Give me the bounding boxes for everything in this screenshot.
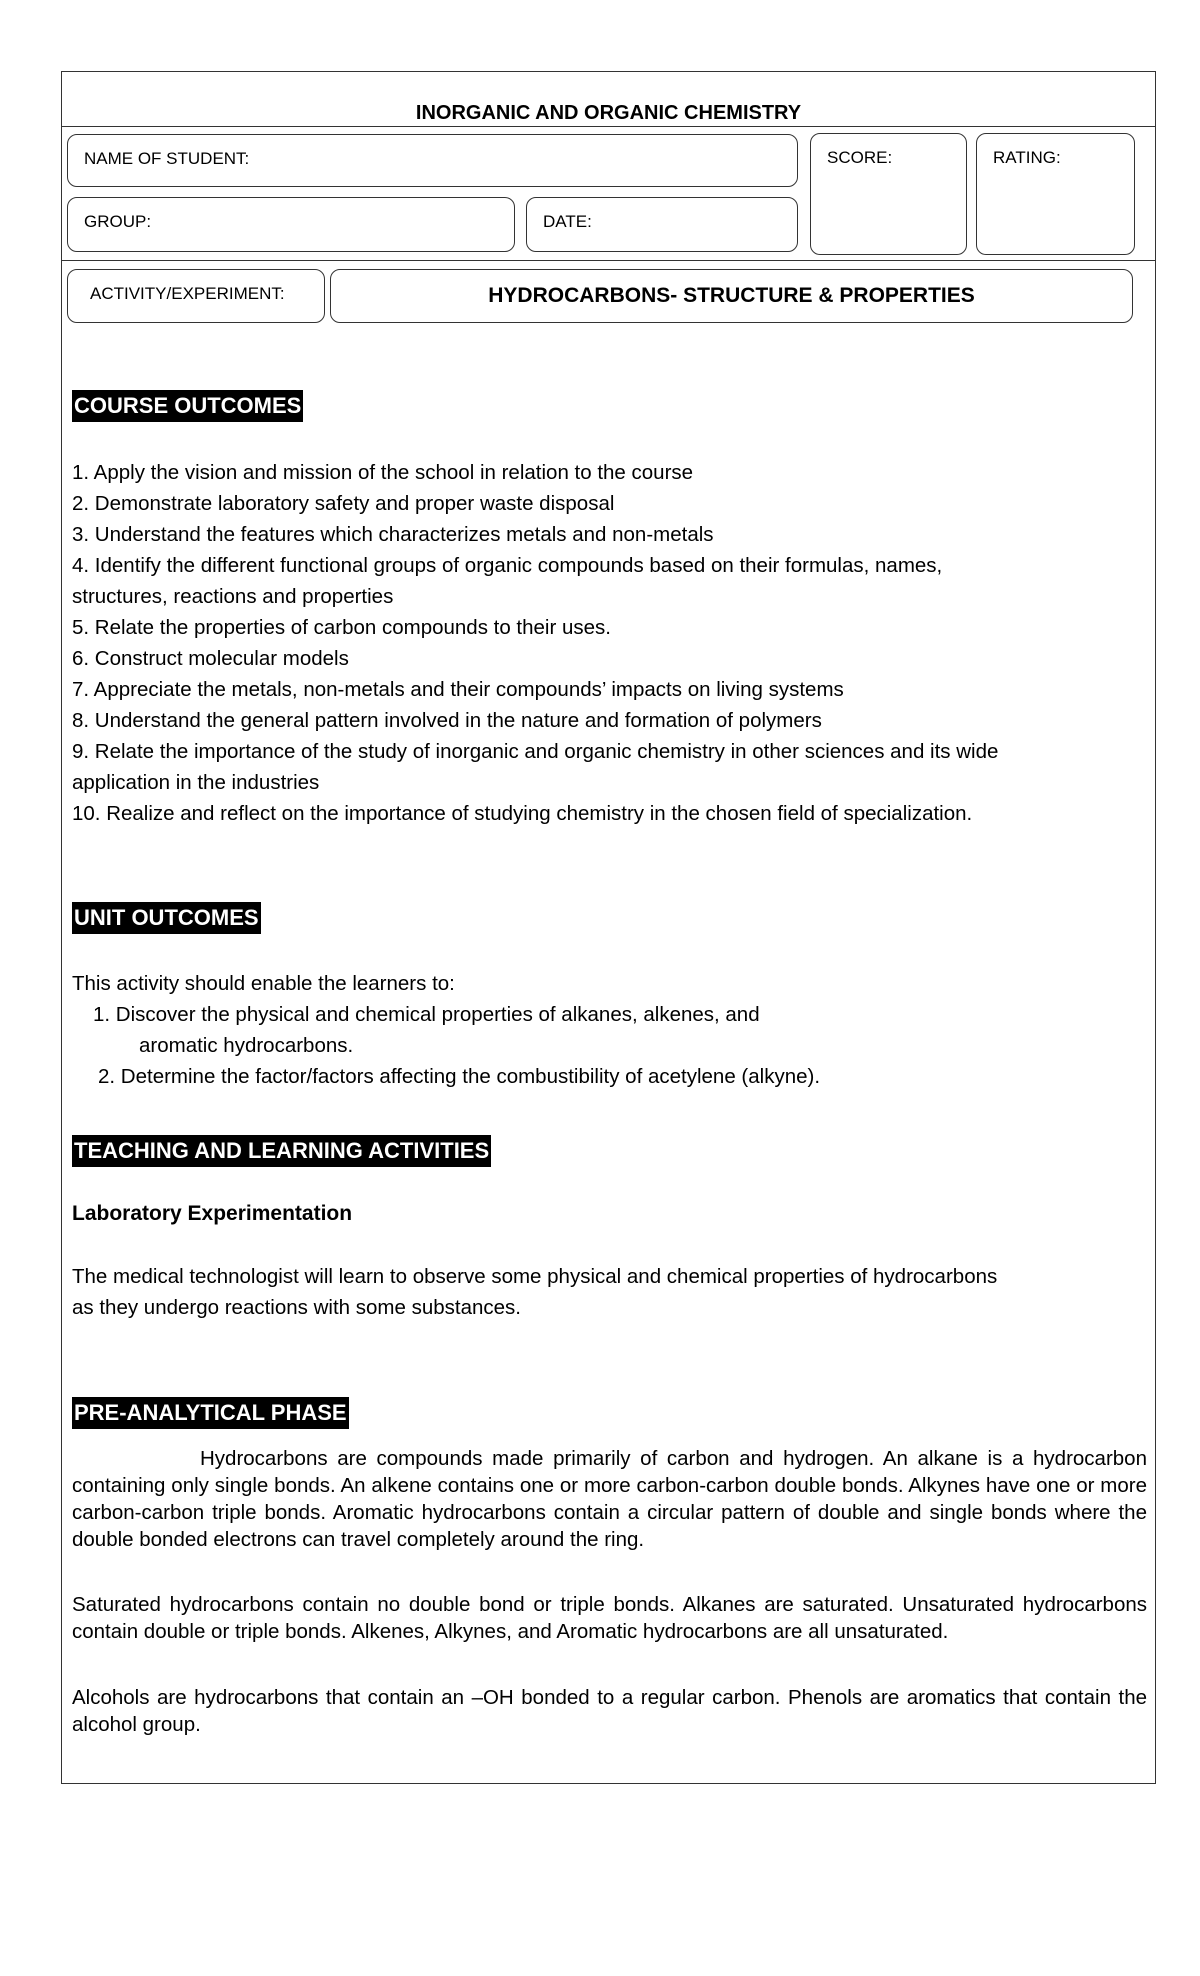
course-outcomes-list	[72, 457, 998, 829]
teaching-line: as they undergo reactions with some substances.	[72, 1296, 521, 1319]
score-field[interactable]	[810, 133, 967, 255]
course-outcome-line: 8. Understand the general pattern involved in the nature and formation of polymers	[72, 709, 822, 732]
date-field[interactable]	[526, 197, 798, 252]
header-divider-2	[62, 260, 1155, 261]
course-outcome-line: 9. Relate the importance of the study of inorganic and organic chemistry in other sciences and its wide	[72, 740, 999, 763]
activity-label: ACTIVITY/EXPERIMENT:	[90, 284, 285, 303]
unit-outcomes-list	[72, 968, 820, 1092]
student-name-field[interactable]	[67, 134, 798, 187]
teaching-line: The medical technologist will learn to observe some physical and chemical properties of hydrocarbons	[72, 1265, 998, 1288]
pre-analytical-paragraph-3: Alcohols are hydrocarbons that contain an –OH bonded to a regular carbon. Phenols are aromatics that contain the alcohol group.	[72, 1686, 1147, 1736]
course-outcome-line: 2. Demonstrate laboratory safety and proper waste disposal	[72, 492, 615, 515]
course-outcome-line: 5. Relate the properties of carbon compounds to their uses.	[72, 616, 612, 639]
teaching-activities-heading: TEACHING AND LEARNING ACTIVITIES	[72, 1135, 491, 1167]
activity-title-box[interactable]	[330, 269, 1133, 323]
score-label: SCORE:	[827, 148, 893, 167]
teaching-paragraph	[72, 1261, 997, 1323]
activity-label-box	[67, 269, 325, 323]
course-outcomes-heading: COURSE OUTCOMES	[72, 390, 303, 422]
unit-outcome-line: 1. Discover the physical and chemical properties of alkanes, alkenes, and	[93, 1003, 760, 1026]
pre-analytical-paragraph-1: Hydrocarbons are compounds made primarily of carbon and hydrogen. An alkane is a hydrocarbon containing only single bonds. An alkene contains one or more carbon-carbon double bonds. Alkynes have one or more carbon-carbon triple bonds. Aromatic hydrocarbons contain a circular pattern of double and single bonds where the double bonded electrons can travel completely around the ring.	[72, 1447, 1147, 1551]
activity-title: HYDROCARBONS- STRUCTURE & PROPERTIES	[488, 284, 975, 307]
pre-analytical-paragraph-2: Saturated hydrocarbons contain no double bond or triple bonds. Alkanes are saturated. Unsaturated hydrocarbons contain double or triple bonds. Alkenes, Alkynes, and Aromatic hydrocarbons are all unsaturated.	[72, 1593, 1147, 1643]
date-label: DATE:	[543, 212, 592, 231]
rating-field[interactable]	[976, 133, 1135, 255]
course-outcome-line: 1. Apply the vision and mission of the school in relation to the course	[72, 461, 694, 484]
unit-outcome-line: 2. Determine the factor/factors affecting the combustibility of acetylene (alkyne).	[98, 1065, 821, 1088]
student-name-label: NAME OF STUDENT:	[84, 149, 250, 168]
group-label: GROUP:	[84, 212, 152, 231]
lab-experimentation-subheading: Laboratory Experimentation	[72, 1202, 353, 1225]
header-divider	[62, 126, 1155, 127]
worksheet-frame	[61, 71, 1156, 1784]
course-outcome-line: application in the industries	[72, 771, 320, 794]
course-outcome-line: 3. Understand the features which characterizes metals and non-metals	[72, 523, 714, 546]
course-outcome-line: 6. Construct molecular models	[72, 647, 349, 670]
unit-outcomes-intro: This activity should enable the learners to:	[72, 972, 455, 995]
rating-label: RATING:	[993, 148, 1061, 167]
course-outcome-line: 4. Identify the different functional groups of organic compounds based on their formulas, names,	[72, 554, 943, 577]
course-title: INORGANIC AND ORGANIC CHEMISTRY	[415, 102, 802, 124]
unit-outcome-line: aromatic hydrocarbons.	[139, 1034, 354, 1057]
pre-analytical-heading: PRE-ANALYTICAL PHASE	[72, 1397, 349, 1429]
unit-outcomes-heading: UNIT OUTCOMES	[72, 902, 261, 934]
course-outcome-line: 7. Appreciate the metals, non-metals and their compounds’ impacts on living systems	[72, 678, 844, 701]
group-field[interactable]	[67, 197, 515, 252]
course-outcome-line: structures, reactions and properties	[72, 585, 394, 608]
course-outcome-line: 10. Realize and reflect on the importance of studying chemistry in the chosen field of specialization.	[72, 802, 973, 825]
